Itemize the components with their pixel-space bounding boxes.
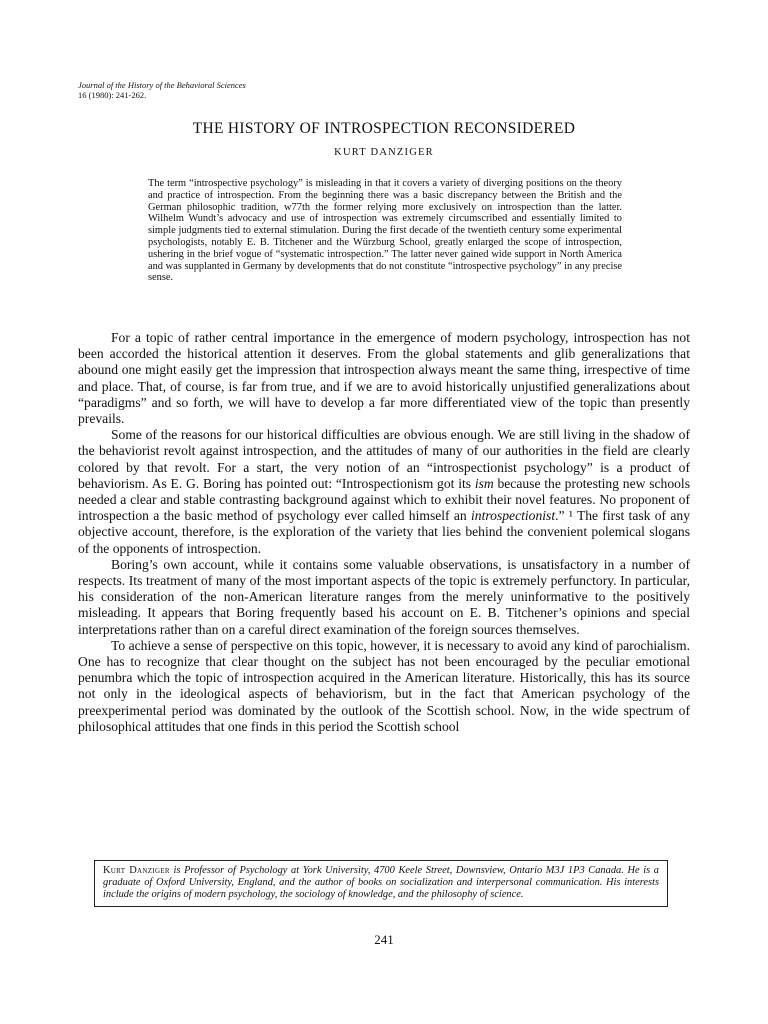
body-paragraph-3: Boring’s own account, while it contains some valuable observations, is unsatisfactory in a number of respects. Its treatment of many of the most important aspects of the topic is extremely perfunctory. In particular, his consideration of the non-American literature ranges from the merely uninformative to the positively misleading. It appears that Boring frequently based his account on E. B. Titchener’s opinions and special interpretations rather than on a careful direct examination of the foreign sources themselves.	[78, 556, 690, 637]
p2-italic-introspectionist: introspectionist	[471, 508, 556, 524]
p2-italic-ism: ism	[474, 475, 494, 491]
footnote-text: is Professor of Psychology at York University, 4700 Keele Street, Downsview, Ontario M3J 1P3 Canada. He is a graduate of Oxford University, England, and the author of books on socialization and interpersonal communication. His interests include the origins of modern psychology, the sociology of knowledge, and the philosophy of science.	[103, 865, 659, 900]
p2-text-b: because the protesting new schools needed a clear and stable contrasting background against which to exhibit their novel features. No proponent of introspection a the basic method of psychology ever called himself an	[78, 475, 690, 524]
journal-volume: 16 (1980): 241-262.	[78, 90, 147, 100]
article-author: KURT DANZIGER	[334, 147, 434, 158]
article-body	[78, 330, 690, 735]
body-paragraph-4: To achieve a sense of perspective on this topic, however, it is necessary to avoid any kind of parochialism. One has to recognize that clear thought on the subject has not been encouraged by the peculiar emotional penumbra which the topic of introspection acquired in the American literature. Historically, this has its source not only in the ideological aspects of behaviorism, but in the fact that American psychology of the preexperimental period was dominated by the outlook of the Scottish school. Now, in the wide spectrum of philosophical attitudes that one finds in this period the Scottish school	[78, 637, 690, 734]
footnote-author-name: Kurt Danziger	[103, 865, 170, 876]
body-paragraph-2	[78, 427, 690, 557]
article-abstract: The term “introspective psychology” is misleading in that it covers a variety of diverging positions on the theory and practice of introspection. From the beginning there was a basic discrepancy between the British and the German philosophic tradition, w77th the former relying more exclusively on introspection than the latter. Wilhelm Wundt’s advocacy and use of introspection was extremely circumscribed and essentially limited to simple judgments tied to external stimulation. During the first decade of the twentieth century some experimental psychologists, notably E. B. Titchener and the Würzburg School, greatly enlarged the scope of introspection, ushering in the brief vogue of “systematic introspection.” The latter never gained wide support in North America and was supplanted in Germany by developments that do not constitute “introspective psychology” in any precise sense.	[148, 178, 622, 284]
author-footnote	[94, 860, 668, 907]
article-title: THE HISTORY OF INTROSPECTION RECONSIDERED	[192, 120, 576, 137]
page-number: 241	[374, 932, 394, 947]
p2-text-c: .” ¹ The first task of any objective account, therefore, is the exploration of the variety that lies behind the convenient polemical slogans of the opponents of introspection.	[78, 508, 690, 556]
journal-name: Journal of the History of the Behavioral Sciences	[78, 80, 246, 90]
body-paragraph-1: For a topic of rather central importance in the emergence of modern psychology, introspection has not been accorded the historical attention it deserves. From the global statements and glib generalizations that abound one might easily get the impression that introspection always meant the same thing, irrespective of time and place. That, of course, is far from true, and if we are to avoid historically unjustified generalizations about “paradigms” and so forth, we will have to develop a far more differentiated view of the topic than presently prevails.	[78, 330, 690, 427]
p2-text-a: Some of the reasons for our historical difficulties are obvious enough. We are still living in the shadow of the behaviorist revolt against introspection, and the attitudes of many of our authorities in the field are clearly colored by that revolt. For a start, the very notion of an “introspectionist psychology” is a product of behaviorism. As E. G. Boring has pointed out: “Introspectionism got its	[78, 427, 690, 491]
journal-citation	[78, 80, 246, 100]
